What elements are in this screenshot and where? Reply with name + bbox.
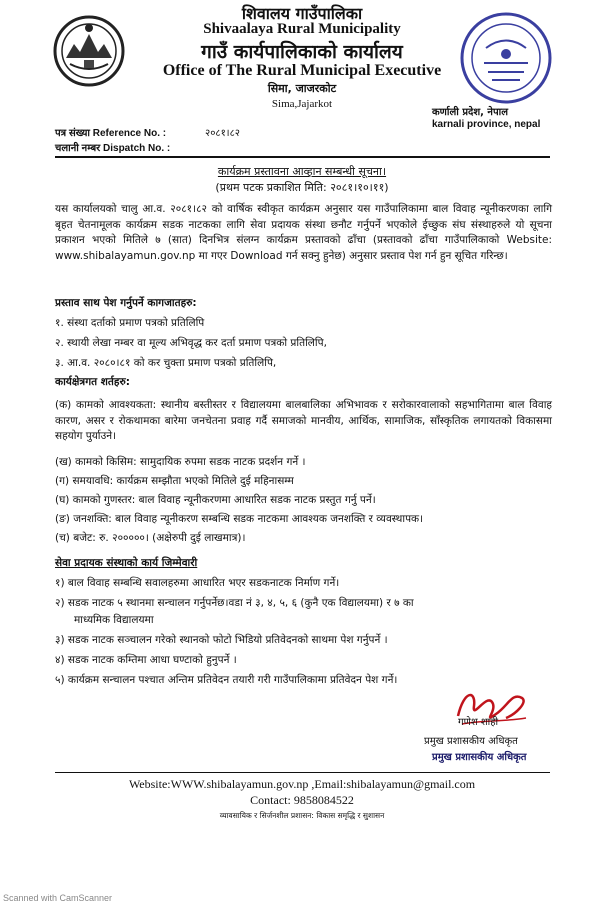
- duty-item-continued: माध्यमिक विद्यालयमा: [74, 614, 154, 626]
- office-name-np: गाउँ कार्यपालिकाको कार्यालय: [201, 41, 403, 63]
- province-en: karnali province, nepal: [432, 119, 541, 130]
- footer-slogan: व्यावसायिक र सिर्जनशील प्रशासन: विकास समृद्धि र सुशासन: [219, 811, 385, 820]
- terms-heading: कार्यक्षेत्रगत शर्तहरु:: [55, 376, 130, 388]
- term-item: (ख) कामको किसिम: सामुदायिक रुपमा सडक नाटक प्रदर्शन गर्ने ।: [55, 456, 306, 468]
- municipality-name-np: शिवालय गाउँपालिका: [241, 4, 363, 23]
- footer-divider: [55, 772, 550, 773]
- duty-item: ५) कार्यक्रम सन्चालन पश्चात अन्तिम प्रतिवेदन तयारी गरी गाउँपालिकामा प्रतिवेदन पेश गर्ने।: [55, 674, 398, 686]
- term-item: (ङ) जनशक्ति: बाल विवाह न्यूनीकरण सम्बन्धि सडक नाटकमा आवश्यक जनशक्ति र व्यवस्थापक।: [55, 513, 424, 525]
- footer-contact: Contact: 9858084522: [250, 793, 354, 807]
- office-stamp-icon: [456, 8, 556, 108]
- doc-item: १. संस्था दर्ताको प्रमाण पत्रको प्रतिलिपि: [55, 317, 205, 329]
- dispatch-label: चलानी नम्बर Dispatch No. :: [55, 143, 171, 154]
- scanner-watermark: Scanned with CamScanner: [3, 893, 113, 903]
- term-item: (ग) समयावधि: कार्यक्रम सम्झौता भएको मितिले दुई महिनासम्म: [55, 475, 294, 487]
- docs-heading: प्रस्ताव साथ पेश गर्नुपर्ने कागजातहरु:: [55, 297, 197, 309]
- doc-item: २. स्थायी लेखा नम्बर वा मूल्य अभिवृद्ध कर दर्ता प्रमाण पत्रको प्रतिलिपि,: [55, 337, 327, 349]
- notice-title: कार्यक्रम प्रस्तावना आव्हान सम्बन्धी सूचना।: [217, 165, 387, 178]
- signatory-designation: प्रमुख प्रशासकीय अधिकृत: [424, 736, 518, 747]
- office-name-en: Office of The Rural Municipal Executive: [162, 62, 442, 79]
- header-divider: [55, 156, 550, 158]
- notice-subtitle: (प्रथम पटक प्रकाशित मिति: २०८१।१०।११): [215, 181, 389, 194]
- designation-stamp: प्रमुख प्रशासकीय अधिकृत: [432, 752, 527, 763]
- province-np: कर्णाली प्रदेश, नेपाल: [432, 107, 509, 118]
- term-item: (च) बजेट: रु. २०००००। (अक्षेरुपी दुई लाखमात्र)।: [55, 532, 246, 544]
- signatory-name: गणेश शाही: [458, 717, 499, 728]
- footer-website-email: Website:WWW.shibalayamun.gov.np ,Email:shibalayamun@gmail.com: [128, 777, 476, 791]
- location-en: Sima,Jajarkot: [271, 98, 333, 110]
- term-item: (क) कामको आवश्यकता: स्थानीय बस्तीस्तर र विद्यालयमा बालबालिका अभिभावक र सरोकारवालाको सहभागितामा बाल विवाह कारण, असर र रोकथामका बारेमा जनचेतना प्रवाह गर्दै समाजको मानवीय, आर्थिक, सामाजिक, साँस्कृतिक लगायतको विकासमा सहयोग पुर्याउने।: [55, 399, 552, 442]
- duties-heading: सेवा प्रदायक संस्थाको कार्य जिम्मेवारी: [55, 557, 198, 569]
- duty-item: ३) सडक नाटक सञ्चालन गरेको स्थानको फोटो भिडियो प्रतिवेदनको साथमा पेश गर्नुपर्ने ।: [55, 634, 388, 646]
- doc-item: ३. आ.व. २०८०।८१ को कर चुक्ता प्रमाण पत्रको प्रतिलिपि,: [55, 357, 277, 369]
- location-np: सिमा, जाजरकोट: [267, 82, 337, 95]
- term-item: (घ) कामको गुणस्तर: बाल विवाह न्यूनीकरणमा आधारित सडक नाटक प्रस्तुत गर्नु पर्ने।: [55, 494, 376, 506]
- duty-item: २) सडक नाटक ५ स्थानमा सन्चालन गर्नुपर्नेछ।वडा नं ३, ४, ५, ६ (कुनै एक विद्यालयमा) र ७ का: [55, 597, 414, 609]
- reference-label: पत्र संख्या Reference No. :: [55, 128, 167, 139]
- municipality-name-en: Shivaalaya Rural Municipality: [203, 21, 401, 37]
- notice-intro: यस कार्यालयको चालु आ.व. २०८१।८२ को वार्षिक स्वीकृत कार्यक्रम अनुसार यस गाउँपालिकामा बाल विवाह न्यूनीकरणका लागि बृहत चेतनामूलक कार्यक्रम सडक नाटकका लागि सेवा प्रदायक संस्था छनौट गर्नुपर्ने भएकोले ईच्छुक संघ संस्थाहरुले यो सूचना प्रकाशन भएको मितिले ७ (सात) दिनभित्र संलग्न कार्यक्रम प्रस्तावको ढाँचा (प्रस्तावको ढाँचा गाउँपालिकाको Website: www.shibalayamun.gov.np मा गएर Download गर्न सक्नु हुनेछ) अनुसार प्रस्ताव पेश गर्न हुन सूचित गरिन्छ।: [55, 203, 552, 262]
- reference-value: २०८१।८२: [205, 128, 240, 139]
- duty-item: १) बाल विवाह सम्बन्धि सवालहरुमा आधारित भएर सडकनाटक निर्माण गर्ने।: [55, 577, 340, 589]
- duty-item: ४) सडक नाटक कम्तिमा आधा घण्टाको हुनुपर्ने ।: [55, 654, 237, 666]
